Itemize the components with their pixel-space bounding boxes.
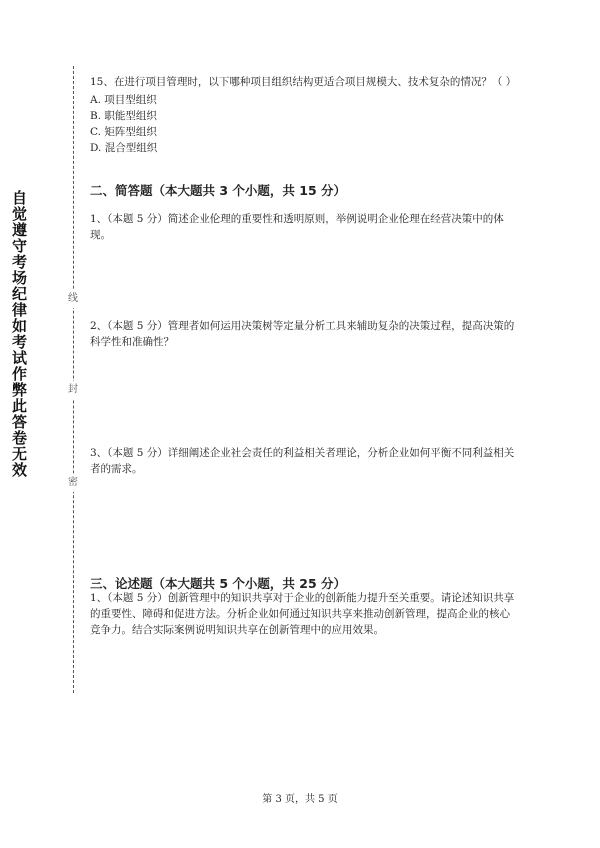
short-answer-question-1: 1、（本题 5 分）简述企业伦理的重要性和透明原则，举例说明企业伦理在经营决策中的体现。	[90, 212, 504, 241]
question-15-text: 15、在进行项目管理时，以下哪种项目组织结构更适合项目规模大、技术复杂的情况？（ ）	[90, 76, 517, 88]
section-3-title: 三、论述题（本大题共 5 个小题，共 25 分）	[90, 576, 347, 591]
option-a: A. 项目型组织	[90, 94, 157, 106]
binding-label-seal: 封	[64, 381, 82, 399]
section-2-title: 二、简答题（本大题共 3 个小题，共 15 分）	[90, 183, 347, 198]
binding-label-line: 线	[64, 290, 82, 308]
essay-question-1: 1、（本题 5 分）创新管理中的知识共享对于企业的创新能力提升至关重要。请论述知识共享的重要性、障碍和促进方法。分析企业如何通过知识共享来推动创新管理，提高企业的核心竞争力。结合实际案例说明知识共享在创新管理中的应用效果。	[90, 592, 515, 636]
option-d: D. 混合型组织	[90, 142, 158, 154]
binding-dashed-line	[73, 66, 74, 693]
question-15-options	[90, 92, 520, 156]
short-answer-question-3: 3、（本题 5 分）详细阐述企业社会责任的利益相关者理论，分析企业如何平衡不同利益相关者的需求。	[90, 447, 515, 475]
option-c: C. 矩阵型组织	[90, 126, 157, 138]
page-number: 第 3 页，共 5 页	[262, 794, 338, 805]
mcq-question-15	[90, 74, 520, 156]
binding-label-secret: 密	[64, 474, 82, 492]
exam-discipline-warning: 自觉遵守考场纪律如考试作弊此答卷无效	[10, 190, 28, 478]
option-b: B. 职能型组织	[90, 110, 157, 122]
short-answer-question-2: 2、（本题 5 分）管理者如何运用决策树等定量分析工具来辅助复杂的决策过程，提高决策的科学性和准确性？	[90, 320, 515, 348]
